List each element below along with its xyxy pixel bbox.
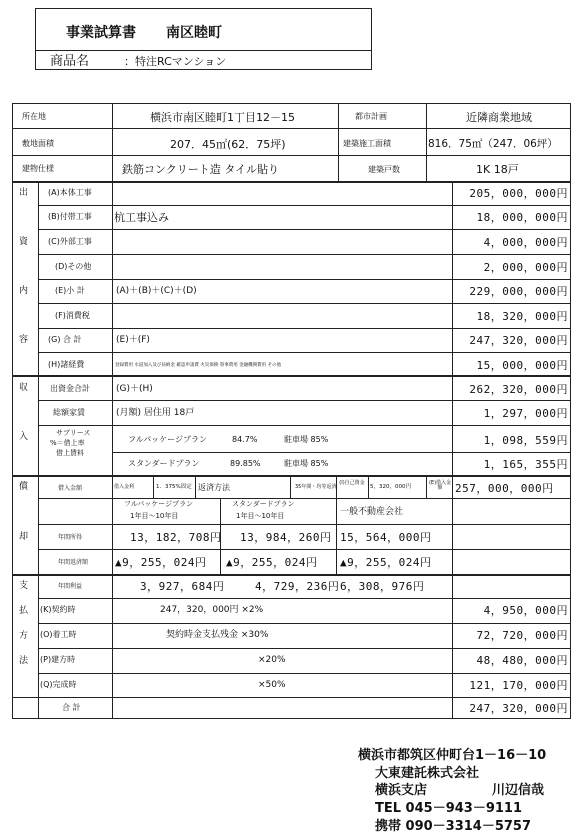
expense-row-amount: 18，320，000円 [476, 310, 568, 323]
expense-row-label: (C)外部工事 [48, 237, 92, 246]
expense-row-note: 登録費用 水道加入及び局納金 確認申請費 火災保険 祭事費用 金融機関費用 その他 [115, 363, 282, 368]
annual-income-general: 15，564，000円 [340, 531, 432, 544]
branch-name: 横浜支店 [375, 783, 428, 798]
own-funds-value: 5，320，000円 [370, 484, 411, 490]
plan-std-period: 1年目～10年目 [236, 512, 285, 520]
expense-side-2: 資 [19, 237, 29, 247]
std-plan-rate: 89.85% [230, 459, 261, 468]
building-area-label: 建築施工面積 [343, 139, 391, 148]
expense-row-amount: 15，000，000円 [476, 359, 568, 372]
expense-row-label: (E)小 計 [55, 286, 85, 295]
company-address: 横浜市都筑区仲町台1－16－10 [358, 748, 547, 763]
rent-label: 総額家賃 [53, 408, 85, 417]
units-label: 建築戸数 [368, 165, 400, 174]
building-area-value: 816．75㎡（247．06坪） [428, 138, 558, 150]
borrow-value: 257，000，000円 [455, 482, 554, 495]
annual-profit-std: 4，729，236円 [255, 580, 340, 593]
method-value: 35年間・均等返済 [295, 484, 337, 490]
structure-label: 建物仕様 [22, 164, 54, 173]
rent-note: (月額) 居住用 18戸 [116, 408, 195, 418]
rate-label: 借入金利 [114, 484, 135, 490]
product-value: ：特注RCマンション [124, 55, 227, 68]
expense-row-label: (F)消費税 [55, 311, 90, 320]
units-value: 1K 18戸 [476, 163, 519, 176]
plan-full-period: 1年目～10年目 [130, 512, 179, 520]
expense-side-1: 出 [19, 188, 29, 198]
payment-side-3: 方 [19, 631, 29, 641]
location-label: 所在地 [22, 112, 46, 121]
expense-row-amount: 2，000，000円 [483, 261, 568, 274]
full-plan-rate: 84.7% [232, 435, 258, 444]
sublease-label-2: %＝借上率 [50, 439, 85, 447]
payment-row-note: ×50% [258, 680, 286, 690]
income-total-note: (G)＋(H) [116, 384, 153, 394]
income-total-amount: 262，320，000円 [469, 383, 568, 396]
repay-side-2: 却 [19, 532, 29, 542]
expense-row-note: (E)＋(F) [116, 335, 150, 345]
land-area-label: 敷地面積 [22, 139, 54, 148]
payment-row-note: 契約時金支払残金 ×30% [166, 630, 269, 640]
city-plan-label: 都市計画 [355, 112, 387, 121]
annual-repay-full: ▲9，255，024円 [115, 556, 207, 569]
expense-row-amount: 18，000，000円 [476, 211, 568, 224]
city-plan-value: 近隣商業地域 [466, 111, 532, 124]
full-plan-parking: 駐車場 85% [284, 435, 329, 444]
full-plan-amount: 1，098，559円 [483, 434, 568, 447]
payment-row-label: (K)契約時 [40, 605, 76, 614]
std-plan-name: スタンダードプラン [128, 459, 200, 468]
expense-row-amount: 247，320，000円 [469, 334, 568, 347]
method-label: 返済方法 [198, 483, 230, 492]
income-total-label: 出資金合計 [50, 384, 90, 393]
annual-profit-label: 年間利益 [58, 583, 83, 590]
expense-row-amount: 205，000，000円 [469, 187, 568, 200]
payment-row-amount: 72，720，000円 [476, 629, 568, 642]
product-label: 商品名 [50, 54, 90, 69]
payment-side-4: 法 [19, 656, 29, 666]
std-plan-amount: 1，165，355円 [483, 458, 568, 471]
rate-value: 1．375%固定 [156, 484, 192, 490]
sublease-label-3: 借上賃料 [56, 449, 84, 457]
payment-side-2: 払 [19, 606, 29, 616]
doc-area: 南区睦町 [166, 25, 222, 41]
payment-row-note: 247，320，000円 ×2% [160, 605, 264, 615]
expense-row-amount: 229，000，000円 [469, 285, 568, 298]
plan-general-header: 一般不動産会社 [340, 507, 404, 517]
annual-income-std: 13，984，260円 [240, 531, 332, 544]
annual-repay-label: 年間返済額 [58, 559, 89, 566]
expense-row-note: (A)＋(B)＋(C)＋(D) [116, 286, 197, 296]
payment-row-label: (O)着工時 [40, 630, 77, 639]
rent-amount: 1，297，000円 [483, 407, 568, 420]
expense-row-label: (D)その他 [55, 262, 92, 271]
expense-row-label: (H)諸経費 [48, 360, 85, 369]
own-funds-label: (I)自己資金 [339, 480, 365, 486]
plan-std-header: スタンダードプラン [232, 500, 295, 508]
annual-income-full: 13，182，708円 [130, 531, 222, 544]
expense-row-amount: 4，000，000円 [483, 236, 568, 249]
annual-income-label: 年間所得 [58, 534, 83, 541]
income-side-2: 入 [19, 432, 29, 442]
repay-side-1: 償 [19, 482, 29, 492]
expense-row-label: (B)付帯工事 [48, 212, 92, 221]
company-mobile: 携帯 090－3314－5757 [375, 819, 532, 834]
payment-row-amount: 48，480，000円 [476, 654, 568, 667]
contact-person: 川辺信哉 [492, 783, 545, 798]
payment-row-amount: 121，170，000円 [469, 679, 568, 692]
expense-side-4: 容 [19, 335, 29, 345]
payment-total-label: 合 計 [62, 703, 81, 712]
company-tel: TEL 045－943－9111 [375, 801, 523, 816]
payment-row-label: (Q)完成時 [40, 680, 77, 689]
payment-row-amount: 4，950，000円 [483, 604, 568, 617]
land-area-value: 207．45㎡(62．75坪) [170, 138, 286, 151]
expense-side-3: 内 [19, 286, 29, 296]
borrow-label: (E)借入金額 [428, 480, 452, 491]
annual-profit-general: 6，308，976円 [340, 580, 425, 593]
expense-row-label: (G) 合 計 [48, 335, 82, 344]
annual-profit-full: 3，927，684円 [140, 580, 225, 593]
expense-row-note: 杭工事込み [114, 211, 169, 224]
loan-label: 借入金額 [58, 485, 83, 492]
doc-title: 事業試算書 [66, 25, 136, 41]
structure-value: 鉄筋コンクリート造 タイル貼り [122, 163, 280, 176]
payment-row-label: (P)建方時 [40, 655, 76, 664]
sublease-label-1: サブリース [56, 429, 91, 437]
location-value: 横浜市南区睦町1丁目12－15 [150, 111, 295, 124]
full-plan-name: フルパッケージプラン [128, 435, 207, 444]
payment-row-note: ×20% [258, 655, 286, 665]
expense-row-label: (A)本体工事 [48, 188, 92, 197]
plan-full-header: フルパッケージプラン [124, 500, 194, 508]
income-side-1: 収 [19, 383, 29, 393]
company-name: 大東建託株式会社 [375, 766, 480, 781]
annual-repay-std: ▲9，255，024円 [226, 556, 318, 569]
payment-side-1: 支 [19, 581, 29, 591]
std-plan-parking: 駐車場 85% [284, 459, 329, 468]
annual-repay-general: ▲9，255，024円 [340, 556, 432, 569]
payment-total-amount: 247，320，000円 [469, 702, 568, 715]
